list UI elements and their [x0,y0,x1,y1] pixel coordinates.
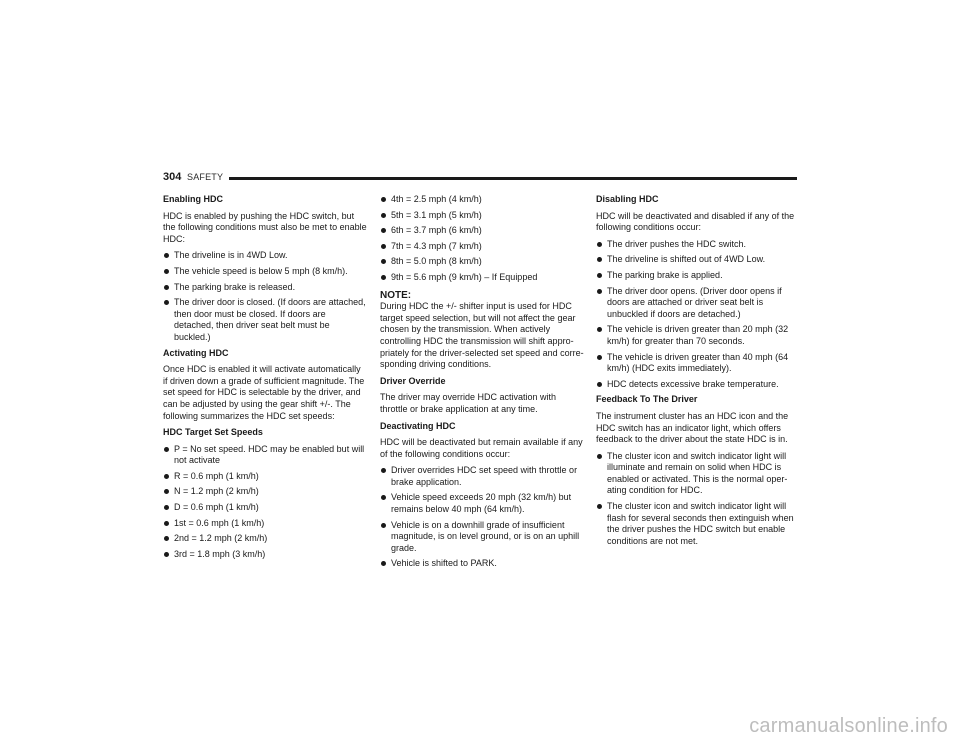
list-item: The driveline is in 4WD Low. [163,250,367,262]
note-label: NOTE: [380,289,412,301]
list-item: Vehicle is on a downhill grade of insufficient magnitude, is on level ground, or is on an uphill grade. [380,520,584,555]
list-item: The parking brake is released. [163,282,367,294]
list-item: P = No set speed. HDC may be enabled but will not activate [163,444,367,467]
list-item: The parking brake is applied. [596,270,800,282]
column-3 [596,194,800,551]
feedback-list [596,451,800,548]
speed-list-continued [380,194,584,284]
note-text: During HDC the +/- shifter input is used for HDC target speed selection, but will not affect the gear chosen by the transmission. When actively controlling HDC the transmission will shift appro-priately for the driver-selected set speed and corre-sponding driving conditions. [380,301,584,370]
disabling-hdc-intro: HDC will be deactivated and disabled if any of the following conditions occur: [596,210,795,233]
header-rule [229,177,797,180]
activating-hdc-heading: Activating HDC [163,347,229,358]
feedback-heading: Feedback To The Driver [596,394,698,405]
list-item: R = 0.6 mph (1 km/h) [163,471,367,483]
list-item: The driver door opens. (Driver door opens if doors are attached or driver seat belt is unbuckled if doors are detached.) [596,286,800,321]
list-item: The cluster icon and switch indicator light will illuminate and remain on solid when HDC is enabled or activated. This is the normal oper-ating condition for HDC. [596,451,800,497]
list-item: The driver door is closed. (If doors are attached, then door must be closed. If doors are detached, then driver seat belt must be buckled.) [163,297,367,343]
list-item: 3rd = 1.8 mph (3 km/h) [163,549,367,561]
list-item: 9th = 5.6 mph (9 km/h) – If Equipped [380,272,584,284]
enabling-conditions-list [163,250,367,343]
driver-override-text: The driver may override HDC activation with throttle or brake application at any time. [380,392,557,414]
activating-hdc-text: Once HDC is enabled it will activate automatically if driven down a grade of sufficient magnitude. The set speed for HDC is selectable by the driver, and can be adjusted by using the gear shift +/-. The following summarizes the HDC set speeds: [163,364,365,421]
target-speeds-list [163,444,367,561]
list-item: 1st = 0.6 mph (1 km/h) [163,518,367,530]
disabling-hdc-heading: Disabling HDC [596,194,659,204]
list-item: Vehicle speed exceeds 20 mph (32 km/h) but remains below 40 mph (64 km/h). [380,492,584,515]
column-2 [380,194,584,574]
enabling-hdc-heading: Enabling HDC [163,194,223,204]
list-item: The vehicle is driven greater than 40 mph (64 km/h) (HDC exits immediately). [596,352,800,375]
list-item: The driveline is shifted out of 4WD Low. [596,254,800,266]
list-item: 2nd = 1.2 mph (2 km/h) [163,533,367,545]
deactivating-conditions-list [380,465,584,570]
disabling-conditions-list [596,239,800,391]
driver-override-heading: Driver Override [380,375,446,386]
list-item: 4th = 2.5 mph (4 km/h) [380,194,584,206]
list-item: D = 0.6 mph (1 km/h) [163,502,367,514]
target-speeds-heading: HDC Target Set Speeds [163,427,263,438]
list-item: The driver pushes the HDC switch. [596,239,800,251]
list-item: N = 1.2 mph (2 km/h) [163,486,367,498]
page-header [163,171,797,187]
column-1 [163,194,367,564]
section-title: SAFETY [187,172,224,182]
deactivating-hdc-intro: HDC will be deactivated but remain available if any of the following conditions occur: [380,437,583,459]
watermark: carmanualsonline.info [749,715,948,737]
enabling-hdc-intro: HDC is enabled by pushing the HDC switch, but the following conditions must also be met to enable HDC: [163,210,367,244]
list-item: The vehicle is driven greater than 20 mph (32 km/h) for greater than 70 seconds. [596,324,800,347]
list-item: 6th = 3.7 mph (6 km/h) [380,225,584,237]
list-item: 7th = 4.3 mph (7 km/h) [380,241,584,253]
list-item: The cluster icon and switch indicator light will flash for several seconds then extinguish when the driver pushes the HDC switch but enable conditions are not met. [596,501,800,547]
list-item: Driver overrides HDC set speed with throttle or brake application. [380,465,584,488]
feedback-intro: The instrument cluster has an HDC icon and the HDC switch has an indicator light, which offers feedback to the driver about the state HDC is in. [596,410,789,445]
list-item: Vehicle is shifted to PARK. [380,558,584,570]
list-item: HDC detects excessive brake temperature. [596,379,800,391]
list-item: 8th = 5.0 mph (8 km/h) [380,256,584,268]
page-number: 304 [163,171,182,183]
deactivating-hdc-heading: Deactivating HDC [380,420,456,431]
list-item: 5th = 3.1 mph (5 km/h) [380,210,584,222]
list-item: The vehicle speed is below 5 mph (8 km/h). [163,266,367,278]
